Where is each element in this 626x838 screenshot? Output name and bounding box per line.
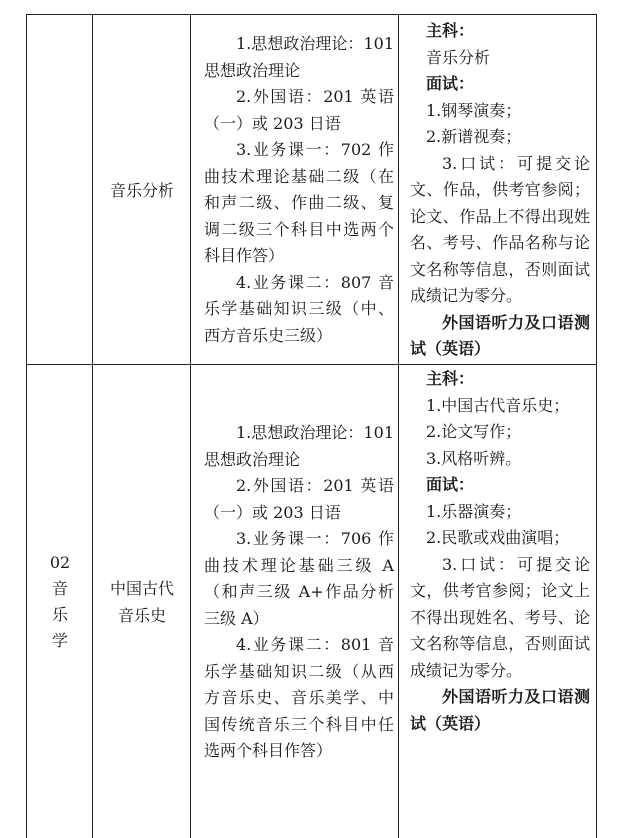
row1-main-item-1: 音乐分析 [426,47,491,67]
row2-interview-label: 面试： [426,475,475,494]
row1-direction-cell [94,16,190,364]
row2-retest [400,366,596,737]
row1-interview-item-1: 1.钢琴演奏； [426,100,522,120]
row2-interview-item-3: 3.口试：可提交论文，供考官参阅；论文上不得出现姓名、考号、论文名称等信息，否则面试成绩记为零分。 [410,554,590,680]
row2-interview-item-1: 1.乐器演奏； [426,501,522,521]
row2-department-name: 音乐学 [51,579,68,650]
row1-retest [400,18,596,363]
row1-main-label: 主科： [426,21,475,40]
row2-exam-subject-4: 4.业务课二：801 音乐学基础知识二级（从西方音乐史、音乐美学、中国传统音乐三个科目中任选两个科目作答） [204,635,394,760]
row1-exam-subjects [192,31,398,349]
row2-main-item-2: 2.论文写作； [426,422,522,441]
row1-exam-subject-2: 2.外国语：201 英语（一）或 203 日语 [204,87,394,133]
row2-department-code: 02 [49,553,71,572]
row1-department-cell [28,16,92,364]
row2-main-item-3: 3.风格听辨。 [426,448,522,468]
row2-direction: 中国古代音乐史 [109,579,174,625]
row2-language-test: 外国语听力及口语测试（英语） [410,687,590,733]
row1-exam-subject-3: 3.业务课一：702 作曲技术理论基础二级（在和声二级、作曲二级、复调二级三个科目中选两个科目作答） [204,140,394,265]
row1-exam-subject-1: 1.思想政治理论：101 思想政治理论 [204,34,394,80]
row2-exam-subjects [192,420,398,765]
row2-main-item-1: 1.中国古代音乐史； [426,395,570,415]
table-border-right [596,14,597,838]
row1-interview-item-2: 2.新谱视奏； [426,127,522,146]
row2-exam-subject-3: 3.业务课一：706 作曲技术理论基础三级 A（和声三级 A+作品分析三级 A） [204,529,394,628]
row2-department-cell [28,366,92,838]
row1-language-test: 外国语听力及口语测试（英语） [410,312,590,358]
row1-direction: 音乐分析 [109,180,174,200]
row2-interview-item-2: 2.民歌或戏曲演唱； [426,528,570,547]
row2-exam-subject-2: 2.外国语：201 英语（一）或 203 日语 [204,476,394,522]
row1-interview-label: 面试： [426,74,475,93]
row1-exam-subject-4: 4.业务课二：807 音乐学基础知识三级（中、西方音乐史三级） [204,272,394,345]
row2-direction-cell [94,366,190,838]
row2-main-label: 主科： [426,369,475,388]
row2-exam-subject-1: 1.思想政治理论：101 思想政治理论 [204,423,394,469]
row1-interview-item-3: 3.口试：可提交论文、作品，供考官参阅；论文、作品上不得出现姓名、考号、作品名称与论文名称等信息，否则面试成绩记为零分。 [410,153,590,305]
